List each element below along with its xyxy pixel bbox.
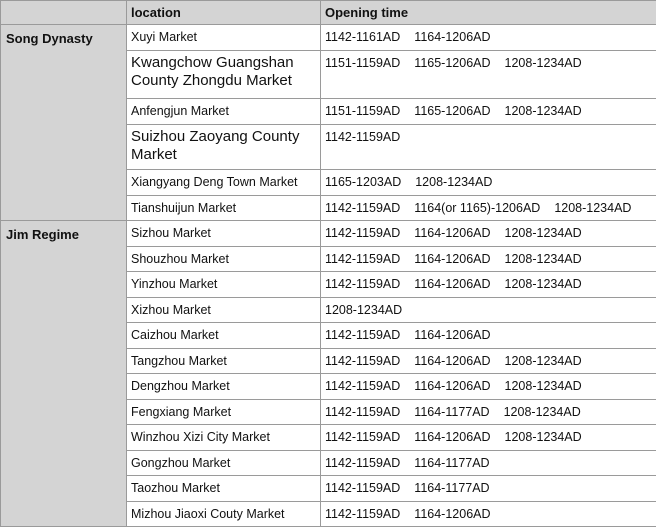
time-span: 1208-1234AD	[504, 277, 582, 291]
time-span: 1164-1177AD	[414, 405, 490, 419]
time-span: 1151-1159AD	[325, 104, 401, 118]
time-span: 1142-1159AD	[325, 507, 401, 521]
location-cell: Anfengjun Market	[127, 99, 321, 125]
table-row	[1, 25, 656, 51]
time-span: 1142-1159AD	[325, 430, 401, 444]
opening-time-cell	[321, 221, 656, 247]
time-span: 1165-1206AD	[414, 56, 491, 70]
time-span: 1142-1161AD	[325, 30, 401, 44]
location-cell: Fengxiang Market	[127, 400, 321, 425]
opening-time-cell	[321, 247, 656, 272]
time-span: 1142-1159AD	[325, 379, 401, 393]
time-span: 1142-1159AD	[325, 226, 401, 240]
time-span: 1208-1234AD	[504, 354, 582, 368]
location-cell: Mizhou Jiaoxi Couty Market	[127, 502, 321, 527]
location-cell: Suizhou Zaoyang County Market	[127, 125, 321, 170]
time-span: 1165-1203AD	[325, 175, 402, 189]
time-span: 1142-1159AD	[325, 405, 401, 419]
location-cell: Kwangchow Guangshan County Zhongdu Market	[127, 51, 321, 99]
time-span: 1142-1159AD	[325, 201, 401, 215]
header-row	[1, 1, 656, 25]
location-cell: Yinzhou Market	[127, 272, 321, 298]
time-span: 1208-1234AD	[504, 379, 582, 393]
location-cell: Dengzhou Market	[127, 374, 321, 400]
opening-time-cell	[321, 323, 656, 349]
opening-time-cell	[321, 25, 656, 51]
opening-time-cell	[321, 272, 656, 298]
time-span: 1208-1234AD	[415, 175, 493, 189]
location-cell: Shouzhou Market	[127, 247, 321, 272]
time-span: 1164(or 1165)-1206AD	[414, 201, 541, 215]
opening-time-cell	[321, 425, 656, 451]
location-cell: Tianshuijun Market	[127, 196, 321, 221]
time-span: 1164-1206AD	[414, 379, 491, 393]
time-span: 1208-1234AD	[504, 252, 582, 266]
time-span: 1208-1234AD	[504, 226, 582, 240]
time-span: 1164-1206AD	[414, 30, 491, 44]
time-span: 1164-1206AD	[414, 252, 491, 266]
time-span: 1142-1159AD	[325, 481, 401, 495]
opening-time-cell	[321, 125, 656, 170]
opening-time-cell	[321, 400, 656, 425]
time-span: 1208-1234AD	[325, 303, 403, 317]
opening-time-cell	[321, 170, 656, 196]
time-span: 1142-1159AD	[325, 328, 401, 342]
time-span: 1164-1206AD	[414, 328, 491, 342]
time-span: 1164-1206AD	[414, 277, 491, 291]
location-cell: Sizhou Market	[127, 221, 321, 247]
opening-time-cell	[321, 374, 656, 400]
opening-time-cell	[321, 51, 656, 99]
time-span: 1164-1177AD	[414, 481, 490, 495]
table-row	[1, 221, 656, 247]
header-location: location	[127, 1, 321, 25]
header-group	[1, 1, 127, 25]
header-opening-time: Opening time	[321, 1, 656, 25]
time-span: 1164-1206AD	[414, 507, 491, 521]
location-cell: Gongzhou Market	[127, 451, 321, 476]
location-cell: Winzhou Xizi City Market	[127, 425, 321, 451]
time-span: 1142-1159AD	[325, 354, 401, 368]
time-span: 1164-1206AD	[414, 430, 491, 444]
time-span: 1164-1206AD	[414, 354, 491, 368]
time-span: 1208-1234AD	[503, 405, 581, 419]
time-span: 1142-1159AD	[325, 456, 401, 470]
opening-time-cell	[321, 196, 656, 221]
opening-time-cell	[321, 451, 656, 476]
time-span: 1142-1159AD	[325, 277, 401, 291]
time-span: 1164-1177AD	[414, 456, 490, 470]
table-body	[1, 25, 656, 527]
time-span: 1208-1234AD	[504, 430, 582, 444]
location-cell: Xuyi Market	[127, 25, 321, 51]
time-span: 1142-1159AD	[325, 252, 401, 266]
opening-time-cell	[321, 502, 656, 527]
group-cell: Song Dynasty	[1, 25, 127, 221]
opening-time-cell	[321, 349, 656, 374]
location-cell: Taozhou Market	[127, 476, 321, 502]
time-span: 1151-1159AD	[325, 56, 401, 70]
location-cell: Xiangyang Deng Town Market	[127, 170, 321, 196]
group-cell: Jim Regime	[1, 221, 127, 527]
opening-time-cell	[321, 99, 656, 125]
time-span: 1208-1234AD	[554, 201, 632, 215]
location-cell: Xizhou Market	[127, 298, 321, 323]
time-span: 1208-1234AD	[504, 56, 582, 70]
time-span: 1164-1206AD	[414, 226, 491, 240]
time-span: 1208-1234AD	[504, 104, 582, 118]
opening-time-cell	[321, 298, 656, 323]
time-span: 1165-1206AD	[414, 104, 491, 118]
opening-time-cell	[321, 476, 656, 502]
time-span: 1142-1159AD	[325, 130, 401, 144]
location-cell: Tangzhou Market	[127, 349, 321, 374]
location-cell: Caizhou Market	[127, 323, 321, 349]
